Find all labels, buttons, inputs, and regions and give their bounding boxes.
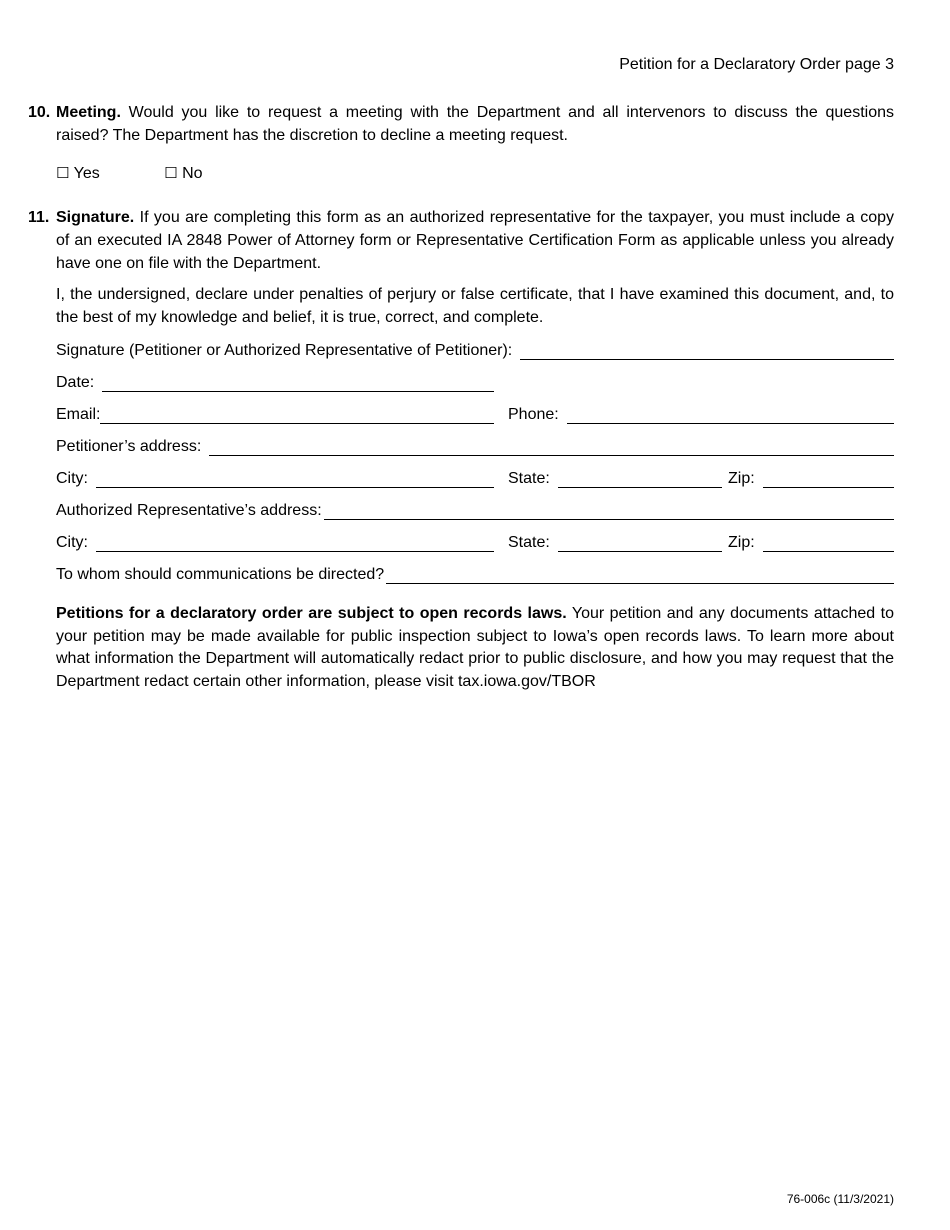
- zip-label: Zip:: [728, 534, 755, 551]
- checkbox-icon: ☐: [56, 164, 70, 182]
- meeting-options: [56, 164, 203, 183]
- petitioner-state-field[interactable]: [558, 469, 722, 488]
- no-label: No: [177, 165, 203, 182]
- state-label: State:: [508, 534, 550, 551]
- state-label: State:: [508, 470, 550, 487]
- checkbox-icon: ☐: [164, 164, 178, 182]
- petitioner-city-row: [56, 466, 894, 488]
- rep-state-field[interactable]: [558, 533, 722, 552]
- petitioner-address-label: Petitioner’s address:: [56, 438, 202, 455]
- rep-address-label: Authorized Representative’s address:: [56, 502, 322, 519]
- notice-text: Your petition and any documents attached to your petition may be made available for public inspection subject to Iowa’s open records laws. To learn more about what information the Department will automatically redact prior to public disclosure, and how you may request that the Department redact certain other information, please visit tax.iowa.gov/TBOR: [56, 605, 895, 690]
- date-field[interactable]: [102, 373, 494, 392]
- email-label: Email:: [56, 406, 101, 423]
- signature-row: [56, 338, 894, 360]
- yes-label: Yes: [69, 165, 100, 182]
- email-field[interactable]: [100, 405, 494, 424]
- question-number: 10.: [28, 104, 51, 121]
- petitioner-zip-field[interactable]: [763, 469, 894, 488]
- communications-label: To whom should communications be directed?: [56, 566, 385, 583]
- rep-address-field[interactable]: [324, 501, 894, 520]
- rep-city-field[interactable]: [96, 533, 494, 552]
- form-id: 76-006c (11/3/2021): [786, 1192, 894, 1206]
- zip-label: Zip:: [728, 470, 755, 487]
- petitioner-city-field[interactable]: [96, 469, 494, 488]
- page-header-title: Petition for a Declaratory Order page 3: [619, 56, 894, 73]
- phone-field[interactable]: [567, 405, 894, 424]
- open-records-notice: [56, 603, 894, 693]
- signature-heading: Signature.: [56, 209, 135, 226]
- city-label: City:: [56, 470, 88, 487]
- city-label: City:: [56, 534, 88, 551]
- signature-label: Signature (Petitioner or Authorized Representative of Petitioner):: [56, 342, 513, 359]
- signature-text: If you are completing this form as an authorized representative for the taxpayer, you must include a copy of an executed IA 2848 Power of Attorney form or Representative Certification Form as applicable unless you already have one on file with the Department.: [56, 209, 894, 272]
- question-number: 11.: [28, 209, 50, 226]
- meeting-text: Would you like to request a meeting with the Department and all intervenors to discuss the questions raised? The Department has the discretion to decline a meeting request.: [56, 104, 894, 144]
- date-label: Date:: [56, 374, 95, 391]
- rep-zip-field[interactable]: [763, 533, 894, 552]
- phone-label: Phone:: [508, 406, 559, 423]
- date-row: [56, 370, 894, 392]
- declaration-text: I, the undersigned, declare under penalties of perjury or false certificate, that I have examined this document, and, to the best of my knowledge and belief, it is true, correct, and complete.: [56, 286, 894, 326]
- signature-field[interactable]: [520, 341, 894, 360]
- meeting-question: [28, 101, 894, 147]
- rep-city-row: [56, 530, 894, 552]
- meeting-heading: Meeting.: [56, 104, 121, 121]
- no-checkbox[interactable]: [164, 164, 202, 183]
- petitioner-address-field[interactable]: [209, 437, 894, 456]
- petitioner-address-row: [56, 434, 894, 456]
- notice-heading: Petitions for a declaratory order are subject to open records laws.: [56, 605, 567, 622]
- email-phone-row: [56, 402, 894, 424]
- yes-checkbox[interactable]: [56, 164, 100, 183]
- communications-row: [56, 562, 894, 584]
- communications-field[interactable]: [386, 565, 894, 584]
- rep-address-row: [56, 498, 894, 520]
- signature-question: [28, 206, 894, 275]
